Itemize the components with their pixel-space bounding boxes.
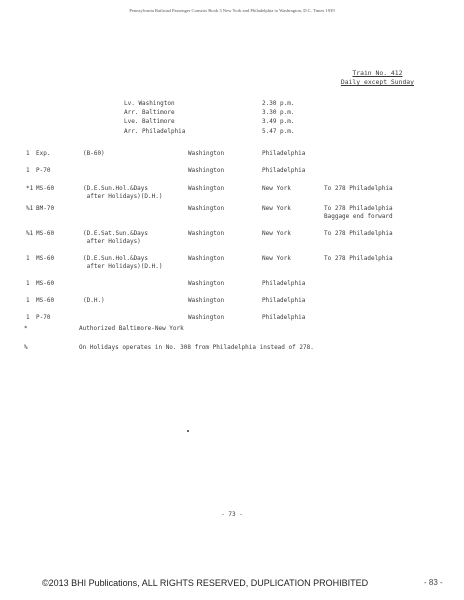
consist-to: Philadelphia bbox=[262, 314, 306, 321]
consist-to: New York bbox=[262, 205, 291, 212]
consist-to: Philadelphia bbox=[262, 297, 306, 304]
consist-remark: To 278 Philadelphia bbox=[324, 255, 393, 262]
consist-to: New York bbox=[262, 230, 291, 237]
train-title bbox=[341, 69, 414, 87]
train-number: Train No. 412 bbox=[352, 69, 403, 77]
consist-car-type: MS-60 bbox=[36, 255, 55, 262]
consist-qty: 1 bbox=[26, 167, 30, 174]
train-days: Daily except Sunday bbox=[340, 78, 414, 86]
consist-car-type: P-70 bbox=[36, 167, 51, 174]
consist-to: Philadelphia bbox=[262, 150, 306, 157]
consist-from: Washington bbox=[188, 205, 225, 212]
schedule-station: Lv. Washington bbox=[124, 100, 175, 107]
schedule-row bbox=[124, 117, 344, 126]
consist-qty: %1 bbox=[26, 205, 34, 212]
consist-from: Washington bbox=[188, 150, 225, 157]
consist-remark: To 278 Philadelphia Baggage end forward bbox=[324, 205, 393, 220]
consist-car-type: MS-60 bbox=[36, 280, 55, 287]
schedule-time: 3.49 p.m. bbox=[262, 118, 295, 126]
footnote-text: On Holidays operates in No. 308 from Philadelphia instead of 278. bbox=[79, 344, 314, 351]
consist-car-type: MS-60 bbox=[36, 230, 55, 237]
consist-to: New York bbox=[262, 185, 291, 192]
schedule-row bbox=[124, 108, 344, 117]
consist-from: Washington bbox=[188, 314, 225, 321]
consist-note: (D.E.Sun.Hol.&Days after Holidays)(D.H.) bbox=[83, 255, 163, 270]
consist-qty: 1 bbox=[26, 280, 30, 287]
consist-from: Washington bbox=[188, 255, 225, 262]
consist-to: Philadelphia bbox=[262, 280, 306, 287]
consist-qty: 1 bbox=[26, 297, 30, 304]
consist-from: Washington bbox=[188, 230, 225, 237]
consist-from: Washington bbox=[188, 185, 225, 192]
consist-remark: To 278 Philadelphia bbox=[324, 230, 393, 237]
consist-qty: %1 bbox=[26, 230, 34, 237]
schedule-station: Arr. Baltimore bbox=[124, 109, 175, 117]
copyright-footer: ©2013 BHI Publications, ALL RIGHTS RESERVED, DUPLICATION PROHIBITED bbox=[42, 578, 369, 588]
consist-note: (D.E.Sat.Sun.&Days after Holidays) bbox=[83, 230, 149, 245]
consist-to: Philadelphia bbox=[262, 167, 306, 174]
footer-page-number: - 83 - bbox=[424, 578, 443, 587]
consist-qty: *1 bbox=[26, 185, 34, 192]
schedule-row bbox=[124, 127, 344, 136]
consist-from: Washington bbox=[188, 297, 225, 304]
schedule-time: 3.30 p.m. bbox=[262, 109, 295, 117]
schedule-station: Lve. Baltimore bbox=[124, 118, 175, 126]
consist-qty: 1 bbox=[26, 150, 30, 157]
consist-qty: 1 bbox=[26, 314, 30, 321]
schedule-time: 5.47 p.m. bbox=[262, 127, 295, 135]
consist-note: (D.H.) bbox=[83, 297, 105, 304]
consist-note: (D.E.Sun.Hol.&Days after Holidays)(D.H.) bbox=[83, 185, 163, 200]
footnote-symbol: % bbox=[24, 344, 28, 351]
schedule-time: 2.30 p.m. bbox=[262, 100, 295, 107]
consist-car-type: MS-60 bbox=[36, 185, 55, 192]
page-number: - 73 - bbox=[221, 511, 243, 518]
consist-car-type: P-70 bbox=[36, 314, 51, 321]
schedule-row bbox=[124, 99, 344, 108]
page-header: Pennsylvania Railroad Passenger Consists Book 3 New York and Philadelphia to Washington, D.C. Times 1939 bbox=[129, 8, 335, 13]
consist-car-type: BM-70 bbox=[36, 205, 55, 212]
schedule-station: Arr. Philadelphia bbox=[124, 127, 186, 135]
consist-note: (B-60) bbox=[83, 150, 105, 157]
footnote-text: Authorized Baltimore-New York bbox=[79, 325, 184, 332]
consist-from: Washington bbox=[188, 280, 225, 287]
consist-car-type: MS-60 bbox=[36, 297, 55, 304]
consist-remark: To 278 Philadelphia bbox=[324, 185, 393, 192]
scan-speck bbox=[187, 430, 189, 432]
consist-from: Washington bbox=[188, 167, 225, 174]
consist-to: New York bbox=[262, 255, 291, 262]
consist-qty: 1 bbox=[26, 255, 30, 262]
consist-car-type: Exp. bbox=[36, 150, 51, 157]
footnote-symbol: * bbox=[24, 325, 28, 332]
schedule-block bbox=[124, 99, 344, 136]
